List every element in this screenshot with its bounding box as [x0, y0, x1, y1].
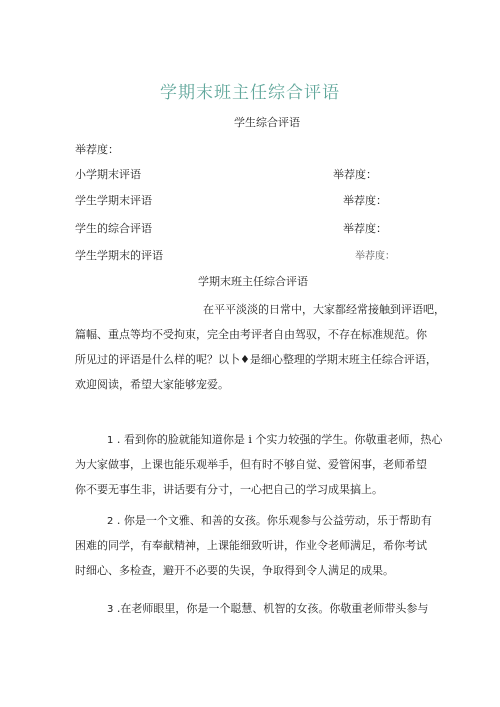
item-number: 1 [107, 435, 114, 446]
section-heading: 学期末班主任综合评语 [198, 275, 308, 288]
paragraph-line: 为大家做事，上课也能乐观举手，但有时不够自觉、爱管闲事，老师希望 [75, 458, 427, 471]
list-item-right: 举荐度： [343, 194, 387, 207]
subtitle: 学生综合评语 [234, 116, 300, 129]
paragraph-line: 你不要无事生非，讲话要有分寸，一心把自己的学习成果搞上。 [75, 483, 383, 496]
item-text: . 你是一个文雅、和善的女孩。你乐观参与公益劳动，乐于帮助有 [113, 514, 432, 527]
list-item-left: 小学期末评语 [75, 168, 141, 181]
item-number: 2 [107, 516, 114, 527]
list-item-left: 学生的综合评语 [75, 222, 152, 235]
comment-item-1 [75, 427, 443, 502]
list-item-right: 举荐度： [333, 168, 377, 181]
list-item-left: 学生学期末评语 [75, 194, 152, 207]
paragraph-line: 困难的同学，有奉献精神，上课能细致听讲，作业令老师满足，希你考试 [75, 539, 427, 552]
list-item-right: 举荐度： [355, 251, 395, 262]
item-first-line [75, 596, 437, 621]
paragraph-line: 在平平淡淡的日常中，大家都经常接触到评语吧， [203, 303, 445, 316]
comment-item-3 [75, 596, 437, 621]
comment-item-2 [75, 508, 437, 583]
paragraph-line: 欢迎阅读，希望大家能够宠爱。 [75, 378, 229, 391]
paragraph-line: 时细心、多检查，避开不必要的失误，争取得到令人满足的成果。 [75, 564, 394, 577]
item-first-line [75, 508, 437, 533]
item-number: 3 [107, 604, 114, 615]
paragraph-line: 篇幅、重点等均不受拘束，完全由考评者自由驾驭，不存在标准规范。你 [75, 328, 427, 341]
intro-paragraph [75, 297, 445, 397]
item-text: .在老师眼里，你是一个聪慧、机智的女孩。你敬重老师带头参与 [113, 602, 429, 615]
list-item-right: 举荐度： [343, 222, 387, 235]
paragraph-line: 所见过的评语是什么样的呢？以卜♦是细心整理的学期末班主任综合评语， [75, 353, 437, 366]
recommend-header: 举荐度： [75, 143, 119, 156]
item-first-line [75, 427, 443, 452]
document-title: 学期末班主任综合评语 [160, 83, 340, 103]
list-item-left: 学生学期末的评语 [75, 249, 163, 262]
item-text: . 看到你的脸就能知道你是 i 个实力较强的学生。你敬重老师，热心 [113, 433, 443, 446]
